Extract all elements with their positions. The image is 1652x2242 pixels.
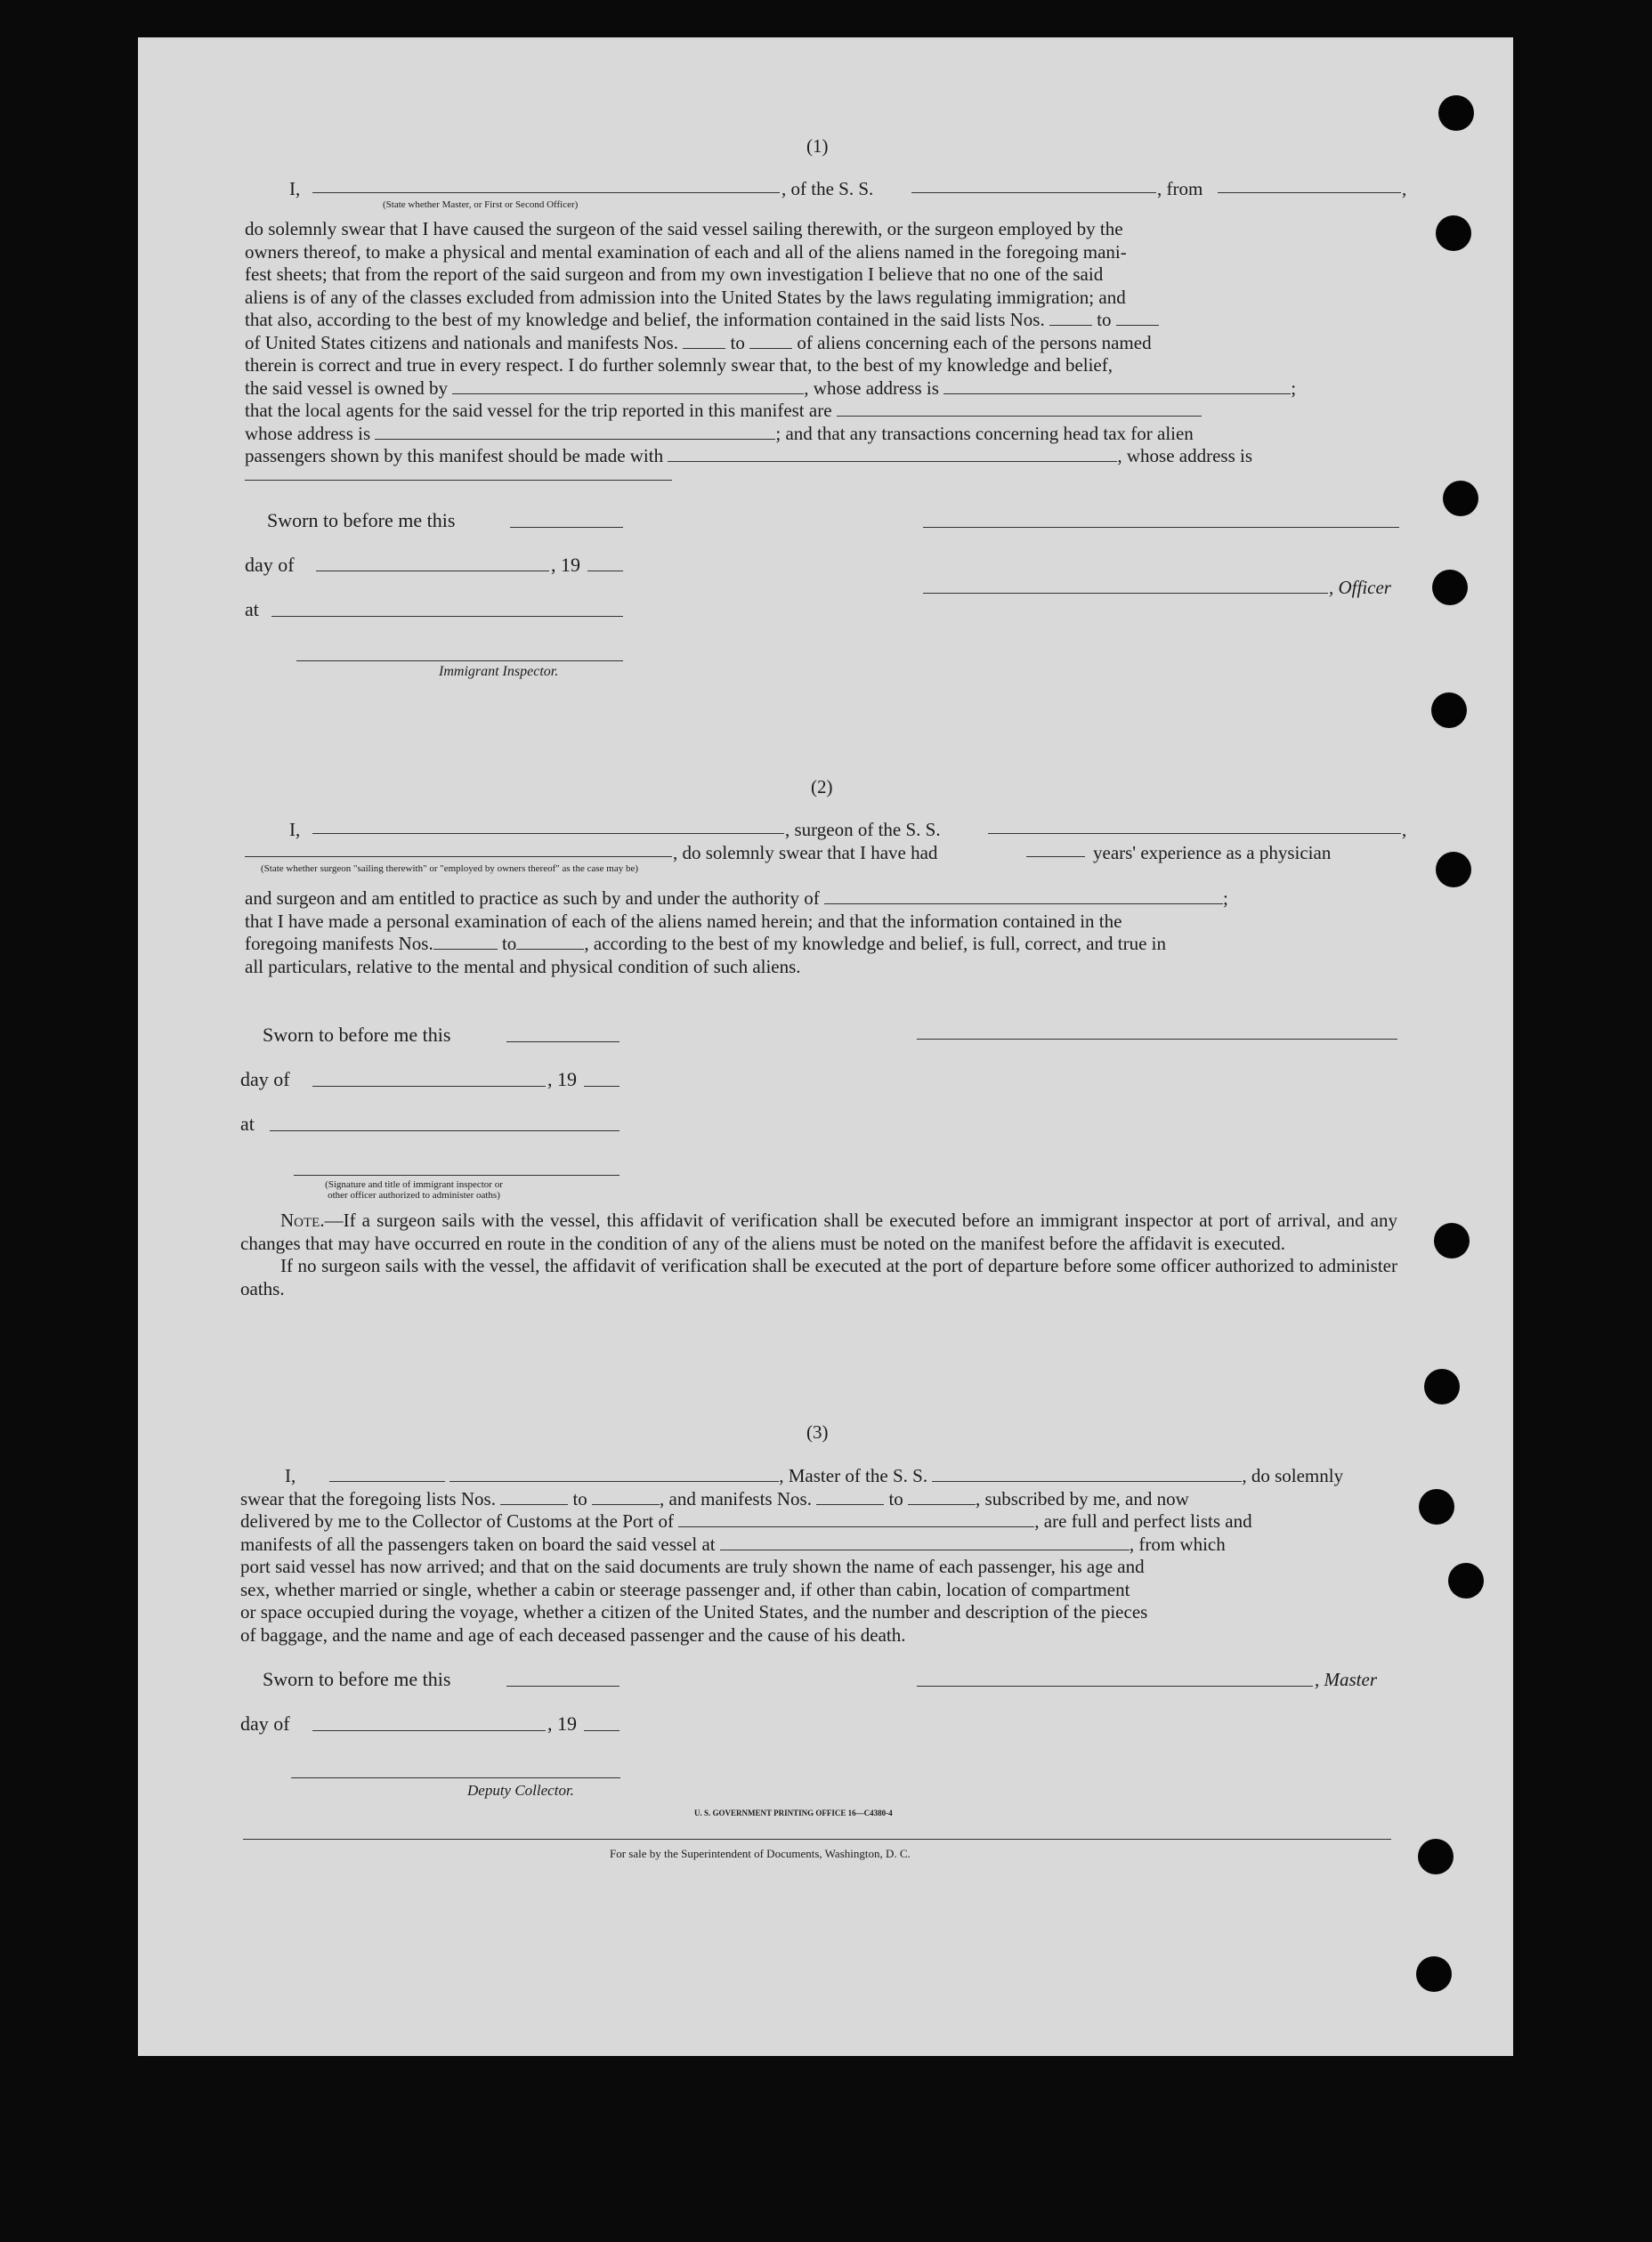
place-field-2[interactable]	[270, 1130, 620, 1131]
section1-pronoun: I,	[289, 178, 301, 199]
binder-hole	[1438, 95, 1474, 131]
binder-hole	[1434, 1223, 1470, 1259]
deputy-label: Deputy Collector.	[467, 1782, 574, 1799]
sworn-label-1: Sworn to before me this	[267, 509, 456, 531]
surgeon-status-note: (State whether surgeon "sailing therewith" or "employed by owners thereof" as the case may be)	[261, 863, 639, 874]
s1-line-c: fest sheets; that from the report of the said surgeon and from my own investigation I believe that no one of the said	[245, 263, 1104, 285]
place-field-1[interactable]	[271, 616, 623, 617]
alien-manifest-from-field[interactable]	[683, 335, 725, 349]
s1-line-g: therein is correct and true in every respect. I do further solemnly swear that, to the best of my knowledge and belief,	[245, 354, 1113, 376]
sworn-day-field-1[interactable]	[510, 527, 623, 528]
surgeon-name-field[interactable]	[312, 833, 784, 834]
head-tax-address-field[interactable]	[245, 480, 672, 481]
s3-line-b: swear that the foregoing lists Nos. to , and manifests Nos. to , subscribed by me, and now	[240, 1487, 1189, 1510]
official-signature-field[interactable]	[294, 1175, 620, 1176]
binder-hole	[1436, 852, 1471, 887]
s3-line-e: port said vessel has now arrived; and that on the said documents are truly shown the name of each passenger, his age and	[240, 1556, 1145, 1577]
s3-manifests-from-field[interactable]	[816, 1491, 884, 1505]
head-tax-agent-field[interactable]	[668, 448, 1117, 462]
month-field-3[interactable]	[312, 1730, 546, 1731]
document-page	[138, 37, 1513, 2056]
surgeon-signature-field[interactable]	[917, 1039, 1397, 1040]
citizen-list-to-field[interactable]	[1116, 312, 1159, 326]
officer-name-field[interactable]	[923, 593, 1328, 594]
year-field-3[interactable]	[584, 1730, 620, 1731]
at-label-2: at	[240, 1113, 255, 1135]
s2-line-d: all particulars, relative to the mental and physical condition of such aliens.	[245, 955, 801, 977]
signature-note-line-2: other officer authorized to administer oaths)	[328, 1190, 500, 1201]
s1-line-a: do solemnly swear that I have caused the surgeon of the said vessel sailing therewith, or the surgeon employed by the	[245, 218, 1123, 239]
rank-note: (State whether Master, or First or Second Officer)	[383, 199, 579, 210]
master-label: , Master	[1315, 1669, 1377, 1690]
note-paragraph-1: Note.—If a surgeon sails with the vessel, this affidavit of verification shall be executed before an immigrant inspector at port of arrival, and any changes that may have occurred en route in the condition of any of the aliens must be noted on the manifest before the affidavit is executed.	[240, 1210, 1397, 1254]
s1-line-j: whose address is ; and that any transactions concerning head tax for alien	[245, 422, 1194, 444]
section-3-number: (3)	[806, 1421, 829, 1443]
port-field[interactable]	[678, 1513, 1034, 1527]
surgeon-of-label: , surgeon of the S. S.	[785, 819, 941, 840]
of-ss-label: , of the S. S.	[781, 178, 874, 199]
s1-line-b: owners thereof, to make a physical and mental examination of each and all of the aliens named in the foregoing mani-	[245, 240, 1127, 263]
s3-line-c: delivered by me to the Collector of Customs at the Port of , are full and perfect lists and	[240, 1510, 1252, 1532]
month-field-2[interactable]	[312, 1086, 546, 1087]
signature-note-line-1: (Signature and title of immigrant inspector or	[325, 1179, 503, 1190]
master-surname-field[interactable]	[449, 1468, 779, 1482]
binder-hole	[1416, 1956, 1452, 1992]
day-of-label-3: day of	[240, 1712, 290, 1735]
from-label: , from	[1157, 178, 1203, 199]
alien-manifest-to-field[interactable]	[749, 335, 792, 349]
binder-hole	[1418, 1839, 1454, 1874]
owner-field[interactable]	[452, 380, 804, 394]
years-field[interactable]	[1026, 856, 1085, 857]
sale-notice: For sale by the Superintendent of Documents, Washington, D. C.	[610, 1847, 911, 1860]
surgeon-note	[240, 1210, 1397, 1300]
printing-office-line: U. S. GOVERNMENT PRINTING OFFICE 16—C4380-4	[694, 1809, 893, 1817]
year-label-3: , 19	[547, 1712, 577, 1735]
binder-hole	[1419, 1489, 1454, 1525]
s3-line-f: sex, whether married or single, whether a cabin or steerage passenger and, if other than cabin, location of compartment	[240, 1578, 1130, 1600]
citizen-list-from-field[interactable]	[1049, 312, 1092, 326]
day-of-label-2: day of	[240, 1068, 290, 1090]
sworn-day-field-3[interactable]	[506, 1686, 620, 1687]
officer-signature-field[interactable]	[923, 527, 1399, 528]
deputy-signature-field[interactable]	[291, 1777, 620, 1778]
binder-hole	[1443, 481, 1478, 516]
s3-lists-to-field[interactable]	[592, 1491, 660, 1505]
s2-line-a: and surgeon and am entitled to practice as such by and under the authority of ;	[245, 887, 1228, 909]
s3-line-h: of baggage, and the name and age of each deceased passenger and the cause of his death.	[240, 1623, 906, 1646]
master-first-name-field[interactable]	[329, 1468, 445, 1482]
owner-address-field[interactable]	[943, 380, 1291, 394]
section1-body	[245, 218, 1402, 468]
inspector-label: Immigrant Inspector.	[439, 664, 559, 679]
section-2-number: (2)	[811, 776, 833, 797]
sworn-day-field-2[interactable]	[506, 1041, 620, 1042]
s1-line-f: of United States citizens and nationals and manifests Nos. to of aliens concerning each of the persons named	[245, 331, 1152, 353]
years-label: years' experience as a physician	[1093, 842, 1332, 863]
year-label-2: , 19	[547, 1068, 577, 1090]
s3-line-a: I, , Master of the S. S. , do solemnly	[285, 1465, 1344, 1486]
s2-line-c: foregoing manifests Nos. to , according to the best of my knowledge and belief, is full, correct, and true in	[245, 933, 1167, 954]
day-of-label-1: day of	[245, 554, 295, 576]
sworn-label-3: Sworn to before me this	[263, 1668, 451, 1690]
master-signature-field[interactable]	[917, 1686, 1313, 1687]
inspector-signature-field[interactable]	[296, 660, 623, 661]
agents-address-field[interactable]	[375, 425, 775, 440]
sworn-label-2: Sworn to before me this	[263, 1024, 451, 1046]
year-label-1: , 19	[551, 554, 580, 576]
s1-line-k: passengers shown by this manifest should be made with , whose address is	[245, 445, 1253, 466]
s2-line-b: that I have made a personal examination of each of the aliens named herein; and that the information contained in the	[245, 910, 1122, 932]
local-agents-field[interactable]	[837, 402, 1202, 417]
binder-hole	[1436, 215, 1471, 251]
signature-note	[294, 1179, 534, 1201]
footer-rule	[243, 1839, 1391, 1840]
boarding-port-field[interactable]	[720, 1536, 1130, 1550]
section2-end-comma: ,	[1402, 819, 1407, 840]
surgeon-vessel-field[interactable]	[988, 833, 1401, 834]
surgeon-status-field[interactable]	[245, 856, 672, 857]
s1-line-d: aliens is of any of the classes excluded from admission into the United States by the laws regulating immigration; and	[245, 286, 1126, 308]
section3-body	[240, 1465, 1402, 1647]
binder-hole	[1432, 570, 1468, 605]
s3-line-d: manifests of all the passengers taken on board the said vessel at , from which	[240, 1533, 1226, 1555]
section-1-number: (1)	[806, 135, 829, 157]
s1-line-e: that also, according to the best of my knowledge and belief, the information contained in the said lists Nos. to	[245, 309, 1402, 332]
master-name-field[interactable]	[312, 192, 780, 193]
binder-hole	[1448, 1563, 1484, 1599]
s1-line-i: that the local agents for the said vessel for the trip reported in this manifest are	[245, 400, 1402, 423]
binder-hole	[1424, 1369, 1460, 1404]
note-label: Note.	[280, 1210, 325, 1231]
swear-label: , do solemnly swear that I have had	[673, 842, 938, 863]
line-end-comma: ,	[1402, 178, 1407, 199]
s2-manifest-from-field[interactable]	[433, 935, 498, 950]
s1-line-h: the said vessel is owned by , whose address is ;	[245, 376, 1297, 399]
binder-hole	[1431, 692, 1467, 728]
s3-line-g: or space occupied during the voyage, whether a citizen of the United States, and the number and description of the pieces	[240, 1601, 1148, 1623]
year-field-2[interactable]	[584, 1086, 620, 1087]
from-port-field[interactable]	[1218, 192, 1401, 193]
section2-pronoun: I,	[289, 819, 301, 840]
s3-lists-from-field[interactable]	[500, 1491, 568, 1505]
at-label-1: at	[245, 598, 259, 620]
authority-field[interactable]	[824, 890, 1223, 904]
vessel-name-field[interactable]	[911, 192, 1156, 193]
s3-manifests-to-field[interactable]	[908, 1491, 976, 1505]
s3-vessel-field[interactable]	[932, 1468, 1242, 1482]
officer-label: , Officer	[1329, 577, 1391, 598]
s2-manifest-to-field[interactable]	[516, 935, 584, 950]
note-paragraph-2: If no surgeon sails with the vessel, the affidavit of verification shall be executed at the port of departure before some officer authorized to administer oaths.	[240, 1255, 1397, 1299]
section2-body	[245, 887, 1402, 978]
